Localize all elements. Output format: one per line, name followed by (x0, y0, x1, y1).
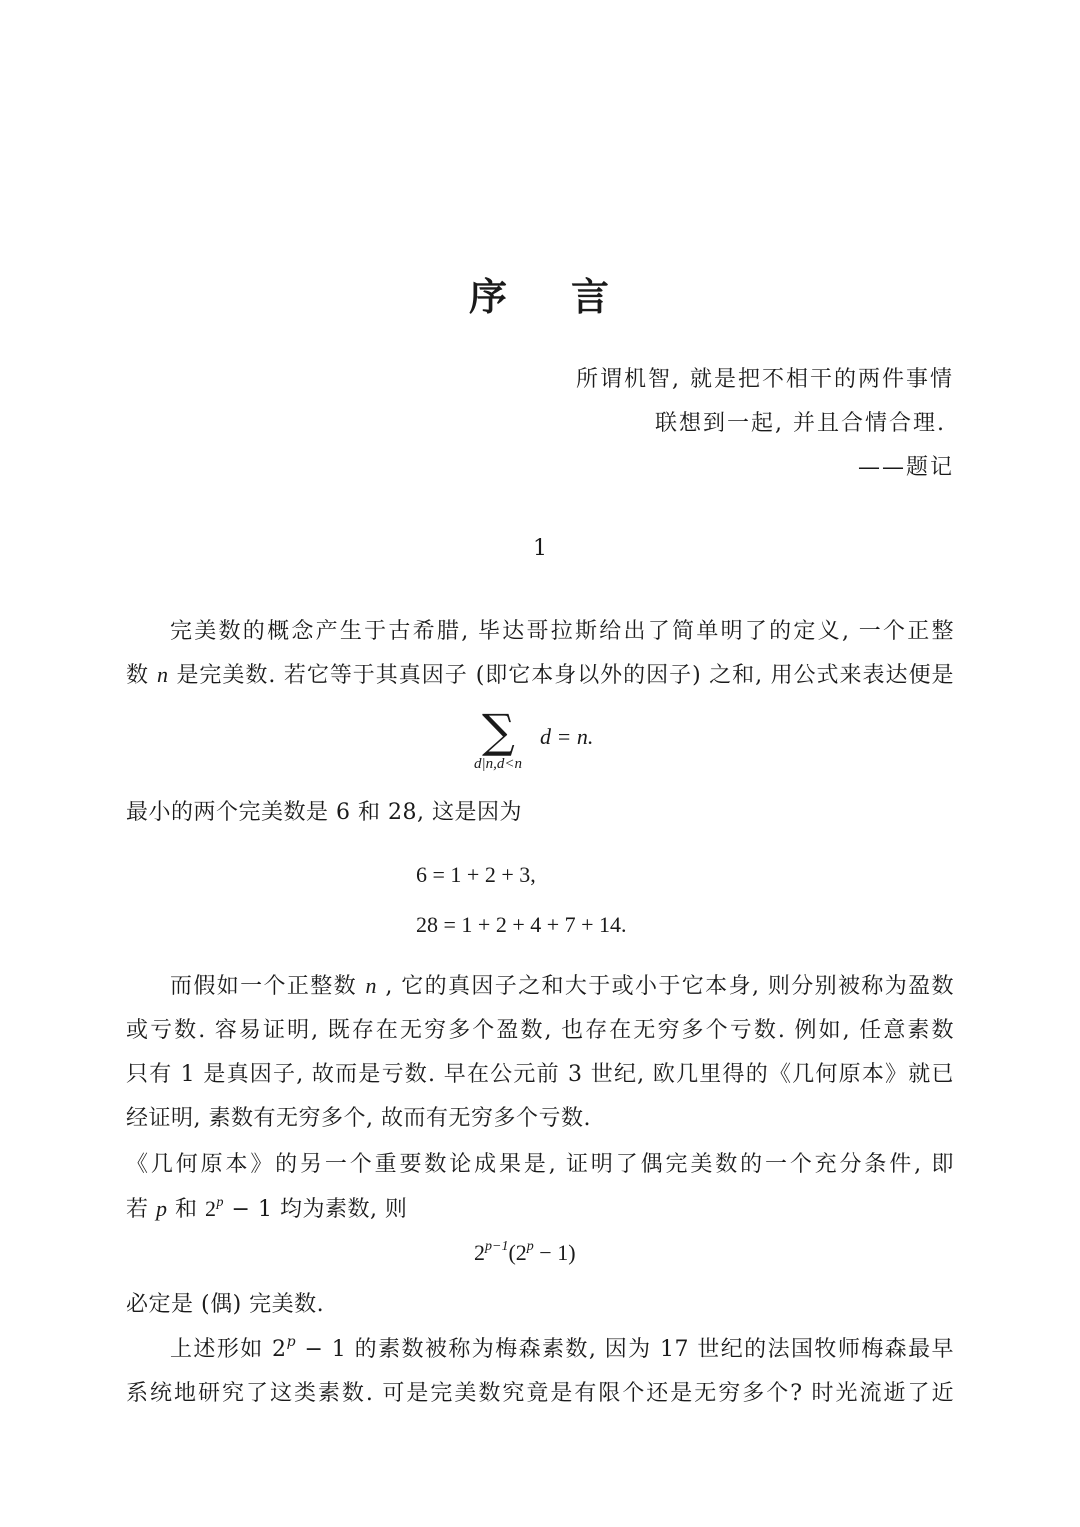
paragraph-3-text-a: 若 (126, 1197, 149, 1222)
paragraph-3-line-1: 《几何原本》的另一个重要数论成果是, 证明了偶完美数的一个充分条件, 即 (126, 1152, 954, 1177)
paragraph-1-text-a: 数 (126, 663, 149, 688)
paragraph-2-text-b: , 它的真因子之和大于或小于它本身, 则分别被称为盈数 (385, 974, 954, 999)
paragraph-2-text-a: 而假如一个正整数 (170, 974, 358, 999)
paragraph-2-line-2: 或亏数. 容易证明, 既存在无穷多个盈数, 也存在无穷多个亏数. 例如, 任意素数 (126, 1018, 954, 1043)
paragraph-3-text-b: 和 (175, 1197, 198, 1222)
sum-body: d = n. (540, 724, 594, 749)
paragraph-2-line-1 (126, 971, 954, 1002)
epigraph-line-2: 联想到一起, 并且合情合理. (655, 411, 946, 436)
perfect-number-formula (474, 1238, 576, 1272)
base-2: 2 (205, 1196, 217, 1221)
paragraph-4-text-b: − 1 的素数被称为梅森素数, 因为 17 世纪的法国牧师梅森最早 (296, 1337, 954, 1362)
title-char-1: 序 (468, 275, 509, 319)
variable-n-2: n (365, 973, 377, 998)
paragraph-2-line-3: 只有 1 是真因子, 故而是亏数. 早在公元前 3 世纪, 欧几里得的《几何原本》就已 (126, 1062, 954, 1087)
epigraph-attribution: ——题记 (857, 455, 954, 480)
paragraph-4-line-1 (126, 1335, 954, 1367)
formula-2-base: 2 (474, 1240, 485, 1265)
equation-28: 28 = 1 + 2 + 4 + 7 + 14. (416, 912, 627, 937)
paragraph-3-line-2 (126, 1194, 954, 1228)
line-after-formula-1: 最小的两个完美数是 6 和 28, 这是因为 (126, 800, 522, 825)
title-char-2: 言 (571, 275, 612, 319)
formula-2-open: (2 (508, 1240, 527, 1265)
page-title (0, 266, 1080, 321)
section-number: 1 (533, 536, 547, 561)
sigma-symbol: ∑ (482, 704, 515, 758)
line-after-formula-2: 必定是 (偶) 完美数. (126, 1292, 325, 1317)
paragraph-4-line-2: 系统地研究了这类素数. 可是完美数究竟是有限个还是无穷多个? 时光流逝了近 (126, 1381, 954, 1406)
paragraph-2-line-4: 经证明, 素数有无穷多个, 故而有无穷多个亏数. (126, 1106, 591, 1131)
mersenne-expression (205, 1196, 224, 1221)
paragraph-1-text-b: 是完美数. 若它等于其真因子 (即它本身以外的因子) 之和, 用公式来表达便是 (176, 663, 954, 688)
formula-2-exponent-2: p (526, 1239, 534, 1254)
sum-formula (474, 704, 682, 778)
paragraph-3-text-c: − 1 均为素数, 则 (224, 1197, 408, 1222)
sum-subscript: d|n,d<n (474, 756, 522, 772)
formula-2-exponent-1: p−1 (485, 1239, 509, 1254)
paragraph-1-line-1: 完美数的概念产生于古希腊, 毕达哥拉斯给出了简单明了的定义, 一个正整 (170, 619, 954, 644)
variable-p: p (156, 1196, 168, 1221)
paragraph-1-line-2 (126, 660, 954, 691)
equation-6: 6 = 1 + 2 + 3, (416, 862, 536, 887)
epigraph-line-1: 所谓机智, 就是把不相干的两件事情 (576, 367, 954, 392)
paragraph-4-text-a: 上述形如 2 (170, 1337, 287, 1362)
formula-2-close: − 1) (533, 1240, 576, 1265)
exponent-p: p (216, 1195, 225, 1210)
variable-n: n (156, 662, 169, 687)
paragraph-4-exponent: p (286, 1334, 297, 1350)
